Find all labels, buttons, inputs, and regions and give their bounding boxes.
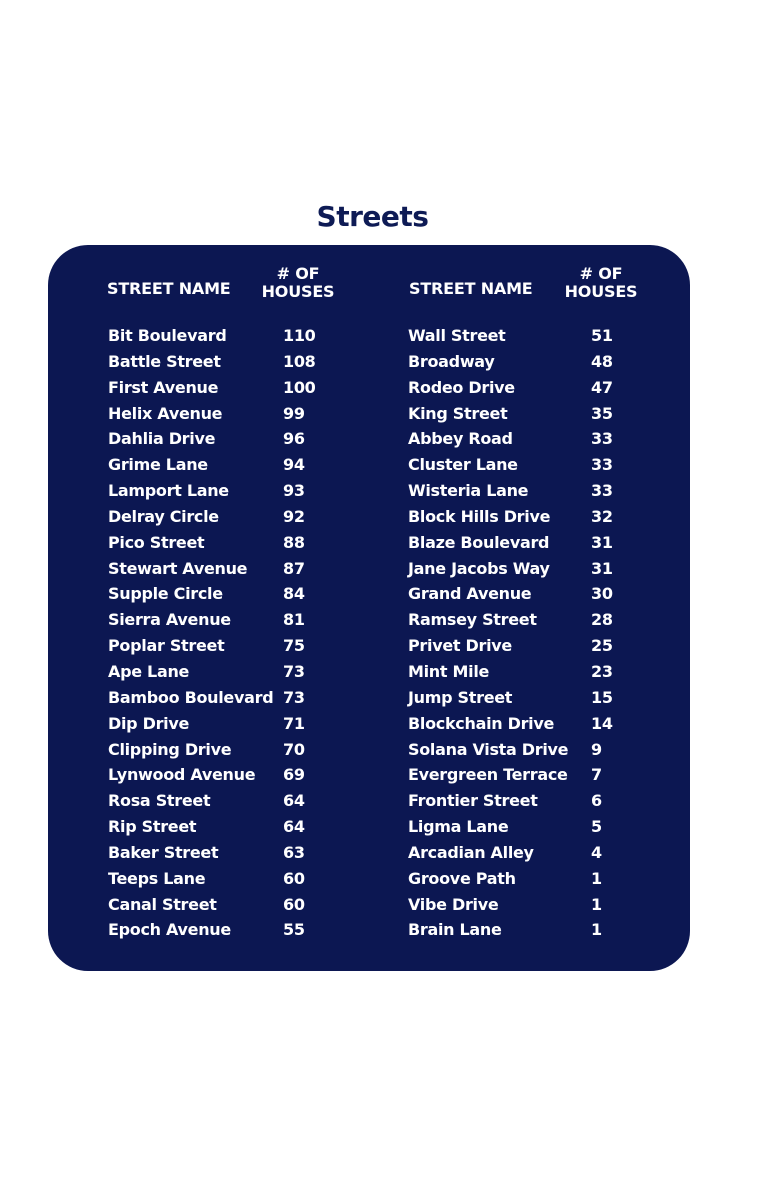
table-row	[108, 378, 378, 404]
street-name: Solana Vista Drive	[408, 739, 569, 759]
house-count: 5	[591, 817, 602, 837]
house-count: 60	[283, 868, 305, 888]
header-houses-line2: HOUSES	[564, 282, 638, 301]
street-name: Supple Circle	[108, 584, 223, 604]
table-row	[108, 455, 378, 481]
street-name: Grime Lane	[108, 455, 208, 475]
house-count: 108	[283, 351, 316, 371]
house-count: 4	[591, 842, 602, 862]
street-name: King Street	[408, 403, 508, 423]
table-row	[408, 920, 668, 946]
header-houses-line1: # OF	[579, 264, 623, 283]
street-name: Baker Street	[108, 842, 219, 862]
house-count: 35	[591, 403, 613, 423]
street-name: Bamboo Boulevard	[108, 687, 274, 707]
house-count: 47	[591, 377, 613, 397]
street-name: Clipping Drive	[108, 739, 232, 759]
header-houses-left	[253, 265, 343, 301]
street-name: Blaze Boulevard	[408, 532, 550, 552]
table-row	[408, 636, 668, 662]
house-count: 60	[283, 894, 305, 914]
house-count: 51	[591, 326, 613, 345]
house-count: 31	[591, 558, 613, 578]
table-row	[108, 429, 378, 455]
table-row	[408, 740, 668, 766]
house-count: 73	[283, 687, 305, 707]
house-count: 6	[591, 791, 602, 811]
table-row	[108, 352, 378, 378]
table-row	[108, 817, 378, 843]
street-name: Jane Jacobs Way	[408, 558, 550, 578]
table-row	[108, 584, 378, 610]
table-row	[408, 507, 668, 533]
table-row	[108, 920, 378, 946]
house-count: 93	[283, 481, 305, 501]
street-name: First Avenue	[108, 377, 219, 397]
table-row	[108, 404, 378, 430]
street-name: Frontier Street	[408, 791, 538, 811]
house-count: 70	[283, 739, 305, 759]
street-name: Epoch Avenue	[108, 920, 231, 940]
table-row	[108, 533, 378, 559]
house-count: 25	[591, 636, 613, 656]
street-name: Lynwood Avenue	[108, 765, 256, 785]
street-list-left	[108, 326, 378, 946]
table-row	[108, 765, 378, 791]
street-name: Poplar Street	[108, 636, 225, 656]
house-count: 69	[283, 765, 305, 785]
street-name: Arcadian Alley	[408, 842, 534, 862]
street-name: Battle Street	[108, 351, 221, 371]
header-houses-line2: HOUSES	[261, 282, 335, 301]
table-row	[408, 869, 668, 895]
table-row	[108, 688, 378, 714]
house-count: 30	[591, 584, 613, 604]
table-row	[408, 765, 668, 791]
table-row	[408, 843, 668, 869]
table-row	[408, 481, 668, 507]
street-name: Sierra Avenue	[108, 610, 231, 630]
table-row	[408, 378, 668, 404]
table-row	[108, 326, 378, 352]
street-name: Groove Path	[408, 868, 516, 888]
table-row	[408, 817, 668, 843]
house-count: 96	[283, 429, 305, 449]
table-row	[108, 714, 378, 740]
house-count: 14	[591, 713, 613, 733]
street-name: Ape Lane	[108, 661, 190, 681]
street-name: Pico Street	[108, 532, 205, 552]
street-name: Cluster Lane	[408, 455, 518, 475]
street-name: Evergreen Terrace	[408, 765, 568, 785]
house-count: 1	[591, 868, 602, 888]
table-row	[408, 662, 668, 688]
house-count: 87	[283, 558, 305, 578]
table-row	[408, 455, 668, 481]
table-row	[108, 843, 378, 869]
house-count: 31	[591, 532, 613, 552]
street-name: Grand Avenue	[408, 584, 532, 604]
street-name: Jump Street	[408, 687, 513, 707]
street-name: Canal Street	[108, 894, 217, 914]
table-row	[408, 533, 668, 559]
house-count: 9	[591, 739, 602, 759]
street-name: Wisteria Lane	[408, 481, 529, 501]
street-name: Broadway	[408, 351, 495, 371]
house-count: 1	[591, 920, 602, 940]
street-list-right	[408, 326, 668, 946]
table-row	[408, 791, 668, 817]
house-count: 63	[283, 842, 305, 862]
street-name: Dahlia Drive	[108, 429, 216, 449]
table-row	[408, 584, 668, 610]
house-count: 73	[283, 661, 305, 681]
table-row	[108, 636, 378, 662]
house-count: 88	[283, 532, 305, 552]
header-houses-right	[556, 265, 646, 301]
header-houses-line1: # OF	[276, 264, 320, 283]
house-count: 23	[591, 661, 613, 681]
house-count: 94	[283, 455, 305, 475]
street-name: Vibe Drive	[408, 894, 499, 914]
street-name: Helix Avenue	[108, 403, 223, 423]
house-count: 81	[283, 610, 305, 630]
street-name: Rosa Street	[108, 791, 211, 811]
table-row	[108, 481, 378, 507]
street-name: Ligma Lane	[408, 817, 509, 837]
table-row	[408, 559, 668, 585]
street-name: Brain Lane	[408, 920, 502, 940]
header-street-name-right: STREET NAME	[409, 279, 533, 298]
house-count: 64	[283, 791, 305, 811]
streets-table	[48, 245, 690, 971]
table-row	[408, 610, 668, 636]
street-name: Rodeo Drive	[408, 377, 515, 397]
house-count: 48	[591, 351, 613, 371]
house-count: 100	[283, 377, 316, 397]
table-row	[108, 507, 378, 533]
house-count: 75	[283, 636, 305, 656]
table-row	[408, 688, 668, 714]
street-name: Abbey Road	[408, 429, 513, 449]
street-name: Bit Boulevard	[108, 326, 227, 345]
house-count: 92	[283, 506, 305, 526]
house-count: 33	[591, 481, 613, 501]
house-count: 33	[591, 429, 613, 449]
street-name: Block Hills Drive	[408, 506, 551, 526]
house-count: 99	[283, 403, 305, 423]
street-name: Blockchain Drive	[408, 713, 555, 733]
table-row	[108, 895, 378, 921]
street-name: Dip Drive	[108, 713, 190, 733]
table-row	[108, 869, 378, 895]
street-name: Rip Street	[108, 817, 197, 837]
house-count: 1	[591, 894, 602, 914]
table-row	[108, 662, 378, 688]
house-count: 33	[591, 455, 613, 475]
table-row	[408, 326, 668, 352]
street-name: Wall Street	[408, 326, 506, 345]
table-row	[108, 610, 378, 636]
street-name: Delray Circle	[108, 506, 219, 526]
table-row	[408, 404, 668, 430]
house-count: 7	[591, 765, 602, 785]
house-count: 84	[283, 584, 305, 604]
header-street-name-left: STREET NAME	[107, 279, 231, 298]
street-name: Stewart Avenue	[108, 558, 248, 578]
house-count: 55	[283, 920, 305, 940]
house-count: 71	[283, 713, 305, 733]
street-name: Lamport Lane	[108, 481, 229, 501]
table-row	[408, 352, 668, 378]
table-row	[108, 740, 378, 766]
house-count: 64	[283, 817, 305, 837]
street-name: Ramsey Street	[408, 610, 537, 630]
house-count: 32	[591, 506, 613, 526]
house-count: 110	[283, 326, 316, 345]
table-row	[408, 895, 668, 921]
house-count: 28	[591, 610, 613, 630]
table-row	[108, 559, 378, 585]
street-name: Privet Drive	[408, 636, 512, 656]
table-row	[408, 714, 668, 740]
street-name: Teeps Lane	[108, 868, 206, 888]
table-row	[408, 429, 668, 455]
house-count: 15	[591, 687, 613, 707]
street-name: Mint Mile	[408, 661, 490, 681]
table-row	[108, 791, 378, 817]
page-title: Streets	[316, 200, 429, 233]
